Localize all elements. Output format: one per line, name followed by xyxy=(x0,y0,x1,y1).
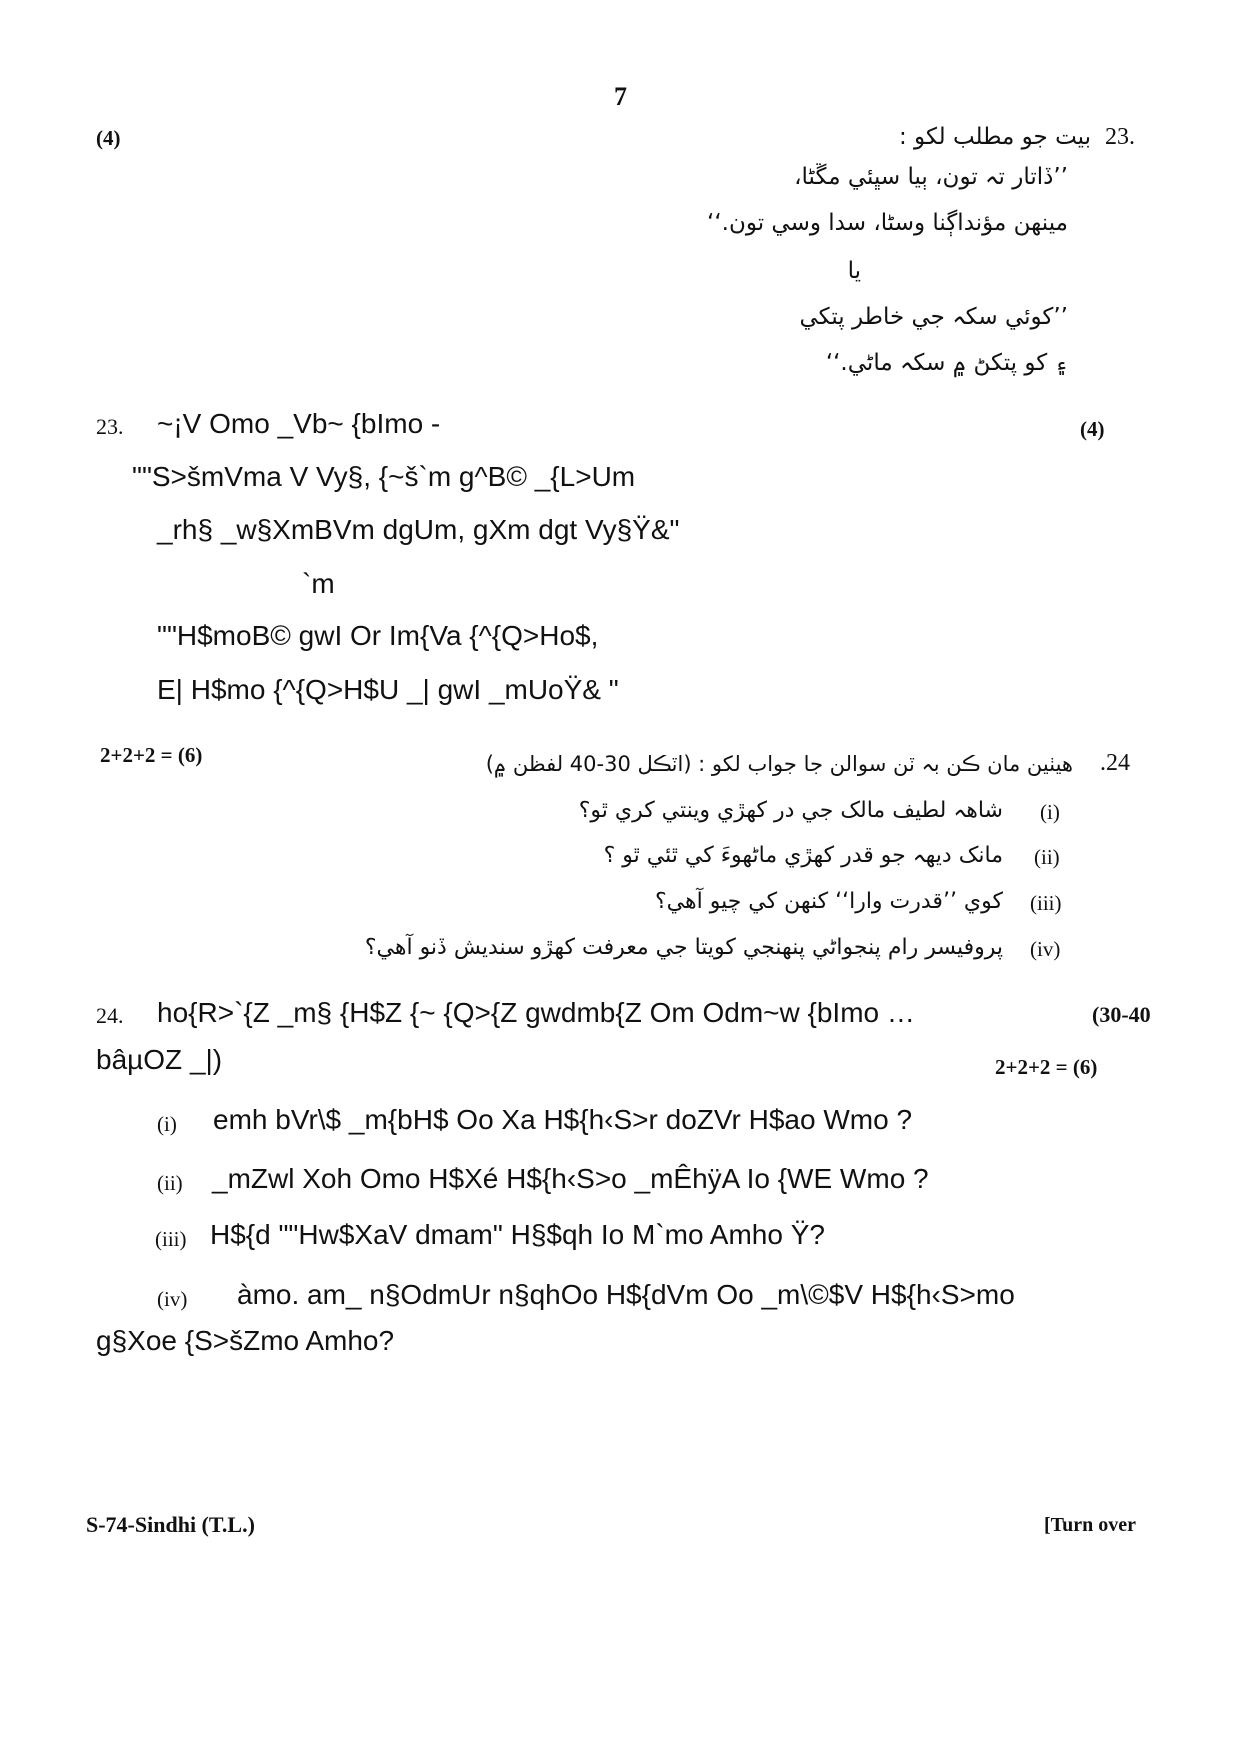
q24-sindhi-item-text: پروفيسر رام پنجواڻي پنهنجي کويتا جي معرفت کهڙو سنديش ڏنو آهي؟ xyxy=(364,935,1003,960)
q23-latin-number: 23. xyxy=(96,414,124,439)
paper-code: S-74-Sindhi (T.L.) xyxy=(86,1512,255,1537)
q24-sindhi-number: .24 xyxy=(1100,750,1130,776)
q23-sindhi-verse1-line2: مينهن مؤنداڳنا وسڻا، سدا وسي تون.‘‘ xyxy=(707,210,1068,236)
q24-latin-item-label: (i) xyxy=(157,1112,177,1136)
q24-sindhi-item-label: (iii) xyxy=(1030,891,1062,915)
turn-over-note: [Turn over xyxy=(1044,1514,1137,1536)
q24-sindhi-item-text: مانک ديهہ جو قدر کهڙي ماڻهوءَ کي ٿئي ٿو ؟ xyxy=(603,843,1003,868)
q23-latin-verse2-line1: ""H$moB© gwI Or Im{Va {^{Q>Ho$, xyxy=(157,620,599,651)
q23-latin-marks: (4) xyxy=(1080,417,1105,441)
q24-latin-prompt-line2: bâµOZ _|) xyxy=(96,1044,223,1075)
q24-latin-marks: 2+2+2 = (6) xyxy=(995,1055,1098,1079)
q24-sindhi-marks: 2+2+2 = (6) xyxy=(100,743,203,767)
q24-latin-item-text-line2: g§Xoe {S>šZmo Amho? xyxy=(96,1325,395,1356)
q24-latin-number: 24. xyxy=(96,1003,124,1028)
q24-sindhi-item-text: کوي ’’قدرت وارا‘‘ کنهن کي چيو آهي؟ xyxy=(654,889,1003,914)
q23-sindhi-number: 23. xyxy=(1105,124,1135,150)
q23-sindhi-verse1-line1: ’’ڏاتار تہ تون، ٻيا سڀئي مڱڻا، xyxy=(794,164,1068,190)
q24-latin-item-label: (iii) xyxy=(155,1227,187,1251)
q24-latin-prompt-line1: ho{R>`{Z _m§ {H$Z {~ {Q>{Z gwdmb{Z Om Odm~w {bImo … xyxy=(157,997,915,1028)
page-number: 7 xyxy=(614,82,627,111)
q23-sindhi-marks: (4) xyxy=(96,126,121,150)
q24-latin-item-text: _mZwl Xoh Omo H$Xé H${h‹S>o _mÊhÿA Io {WE Wmo ? xyxy=(212,1163,929,1194)
q24-sindhi-item-label: (iv) xyxy=(1030,937,1061,961)
q24-sindhi-item-text: شاهہ لطيف مالک جي در کهڙي وينتي کري ٿو؟ xyxy=(578,798,1003,823)
q24-sindhi-prompt: هيٺين مان ڪن بہ ٽن سوالن جا جواب لکو : (اٽڪل 30-40 لفظن ۾) xyxy=(485,752,1073,776)
q23-latin-prompt: ~¡V Omo _Vb~ {bImo - xyxy=(157,408,441,439)
q24-latin-item-text: H${d ""Hw$XaV dmam" H§$qh Io M`mo Amho Ÿ? xyxy=(210,1219,825,1250)
q23-sindhi-verse2-line1: ’’کوئي سکہ جي خاطر پتکي xyxy=(799,304,1068,330)
q24-latin-item-text-line1: àmo. am_ n§OdmUr n§qhOo H${dVm Oo _m\©$V H${h‹S>mo xyxy=(237,1279,1015,1310)
q24-sindhi-item-label: (i) xyxy=(1040,800,1060,824)
q24-latin-item-label: (iv) xyxy=(157,1287,188,1311)
q24-latin-range: (30-40 xyxy=(1092,1002,1151,1027)
q24-sindhi-item-label: (ii) xyxy=(1034,845,1060,869)
q23-latin-or: `m xyxy=(302,568,335,599)
q24-latin-item-text: emh bVr\$ _m{bH$ Oo Xa H${h‹S>r doZVr H$ao Wmo ? xyxy=(213,1104,913,1135)
q24-latin-item-label: (ii) xyxy=(157,1171,183,1195)
q23-sindhi-verse2-line2: ۽ کو پتکڻ ۾ سکہ ماڻي.‘‘ xyxy=(825,350,1068,376)
q23-latin-verse1-line2: _rh§ _w§XmBVm dgUm, gXm dgt Vy§Ÿ&" xyxy=(157,514,680,545)
q23-latin-verse1-line1: ""S>šmVma V Vy§, {~š`m g^B© _{L>Um xyxy=(132,461,636,492)
q23-latin-verse2-line2: E| H$mo {^{Q>H$U _| gwI _mUoŸ& " xyxy=(157,674,619,705)
q23-sindhi-prompt: بيت جو مطلب لکو : xyxy=(899,124,1091,150)
q23-sindhi-or: يا xyxy=(847,258,861,284)
